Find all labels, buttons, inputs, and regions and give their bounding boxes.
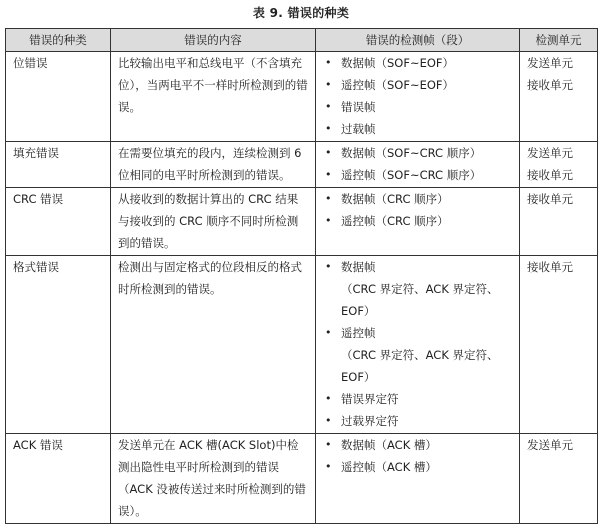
header-detection-unit: 检测单元 [520,29,598,52]
frame-list [323,256,512,432]
frame-item [323,256,512,322]
error-content-cell: 发送单元在 ACK 槽(ACK Slot)中检测出隐性电平时所检测到的错误（ACK 没被传送过来时所检测到的错误）。 [111,434,316,524]
error-type-cell: ACK 错误 [6,434,111,524]
frame-item-detail: （CRC 界定符、ACK 界定符、 [341,348,499,362]
frame-item: • 错误界定符 [323,388,512,410]
error-content-cell: 检测出与固定格式的位段相反的格式时所检测到的错误。 [111,256,316,434]
frame-item: • 遥控帧（CRC 顺序） [323,210,512,232]
frame-item [323,322,512,388]
detection-frame-cell [316,256,520,434]
table-row [6,256,598,434]
table-row [6,434,598,524]
error-content-cell: 从接收到的数据计算出的 CRC 结果与接收到的 CRC 顺序不同时所检测到的错误。 [111,188,316,256]
frame-item: • 遥控帧（SOF~CRC 顺序） [323,164,512,186]
frame-item: • 数据帧（SOF~CRC 顺序） [323,142,512,164]
error-content-cell: 比较输出电平和总线电平（不含填充位），当两电平不一样时所检测到的错误。 [111,52,316,142]
frame-item-label: 遥控帧 [341,326,376,340]
frame-list [323,142,512,186]
frame-item: • 遥控帧（SOF~EOF） [323,74,512,96]
unit-label: 接收单元 [527,168,573,182]
unit-label: 发送单元 [527,56,573,70]
header-detection-frame: 错误的检测帧（段） [316,29,520,52]
frame-list [323,52,512,140]
unit-label: 接收单元 [527,78,573,92]
frame-item-detail: EOF） [341,304,376,318]
frame-item-label: 数据帧 [341,260,376,274]
detection-unit-cell [520,434,598,524]
frame-list [323,434,512,478]
error-type-cell: 填充错误 [6,142,111,188]
frame-item: • 数据帧（ACK 槽） [323,434,512,456]
detection-unit-cell [520,142,598,188]
error-type-cell: CRC 错误 [6,188,111,256]
header-error-type: 错误的种类 [6,29,111,52]
error-type-cell: 位错误 [6,52,111,142]
frame-item: • 数据帧（CRC 顺序） [323,188,512,210]
error-content-cell: 在需要位填充的段内，连续检测到 6 位相同的电平时所检测到的错误。 [111,142,316,188]
detection-frame-cell [316,188,520,256]
frame-item: • 数据帧（SOF~EOF） [323,52,512,74]
frame-list [323,188,512,232]
detection-frame-cell [316,434,520,524]
error-type-cell: 格式错误 [6,256,111,434]
header-error-content: 错误的内容 [111,29,316,52]
frame-item-detail: （CRC 界定符、ACK 界定符、 [341,282,499,296]
unit-label: 接收单元 [527,260,573,274]
error-types-table [5,28,598,524]
detection-unit-cell [520,52,598,142]
frame-item-detail: EOF） [341,370,376,384]
frame-item: • 过载帧 [323,118,512,140]
detection-frame-cell [316,52,520,142]
detection-unit-cell [520,188,598,256]
table-caption: 表 9. 错误的种类 [252,6,350,20]
frame-item: • 过载界定符 [323,410,512,432]
unit-label: 发送单元 [527,438,573,452]
header-row [6,29,598,52]
frame-item: • 遥控帧（ACK 槽） [323,456,512,478]
detection-frame-cell [316,142,520,188]
table-row [6,188,598,256]
unit-label: 接收单元 [527,192,573,206]
unit-label: 发送单元 [527,146,573,160]
detection-unit-cell [520,256,598,434]
table-row [6,142,598,188]
frame-item: • 错误帧 [323,96,512,118]
table-row [6,52,598,142]
